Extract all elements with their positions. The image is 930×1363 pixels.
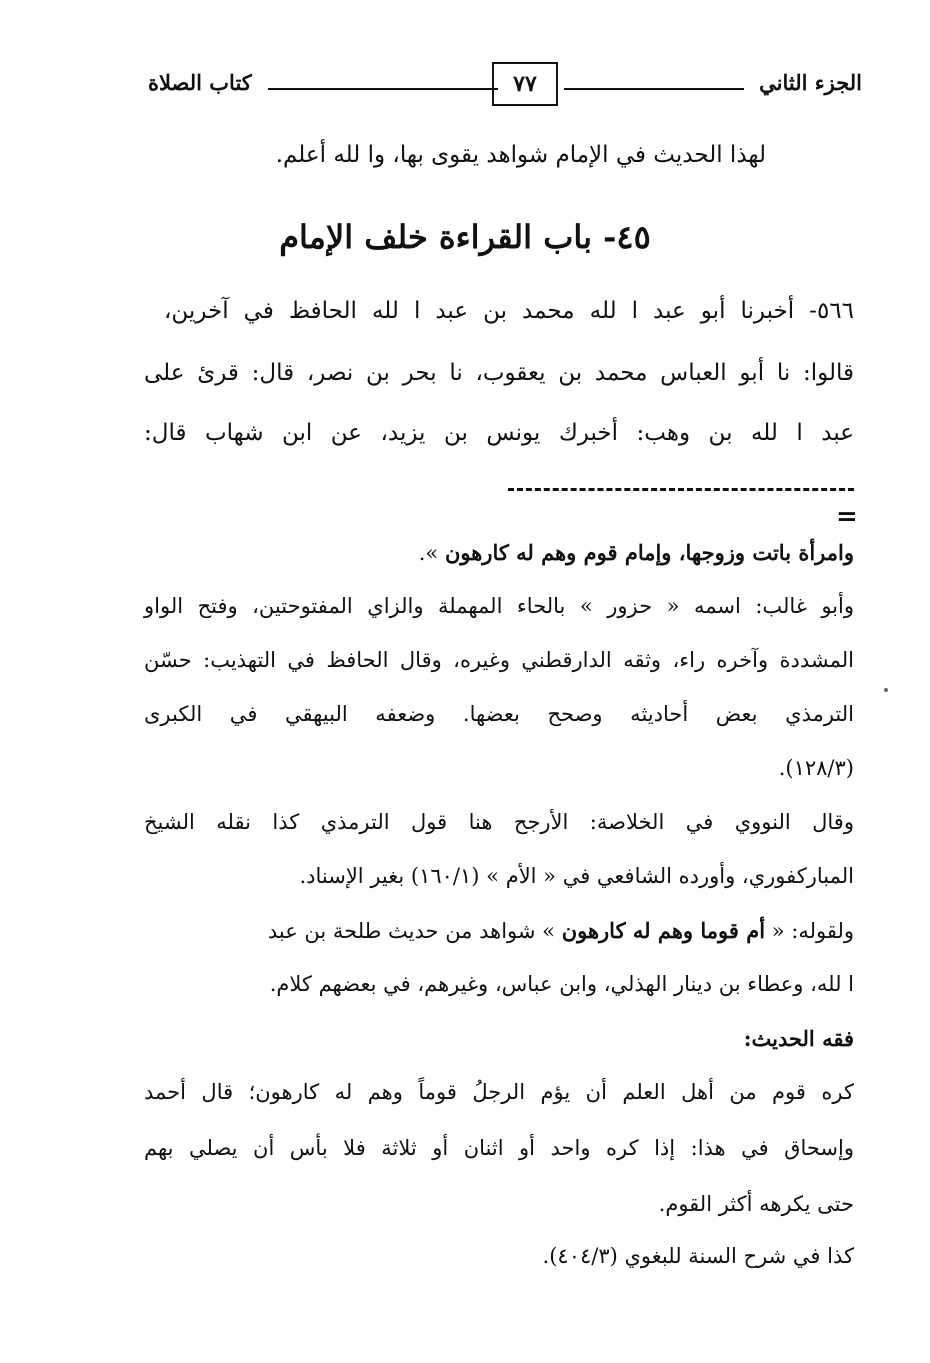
header-part-label: الجزء الثاني [759, 70, 862, 95]
section-title: ٤٥- باب القراءة خلف الإمام [279, 218, 651, 256]
qawlihi-line-1 [268, 918, 854, 943]
hadith-line-1: ٥٦٦- أخبرنا أبو عبد ا لله محمد بن عبد ا لله الحافظ في آخرين، [164, 298, 854, 324]
qawlihi-rest: » شواهد من حديث طلحة بن عبد [267, 919, 562, 943]
nawawi-line-2: المباركفوري، وأورده الشافعي في « الأم » (١٦٠/١) بغير الإسناد. [299, 864, 854, 888]
qawlihi-bold: أم قوما وهم له كارهون [561, 918, 766, 943]
header-rule-right [564, 88, 744, 90]
quote-bold-text: وامرأة باتت وزوجها، وإمام قوم وهم له كارهون [444, 540, 854, 565]
qawlihi-prefix: ولقوله: « [765, 919, 854, 943]
abu-ghalib-line-3: الترمذي بعض أحاديثه وصحح بعضها. وضعفه البيهقي في الكبرى [144, 702, 854, 726]
source-line: كذا في شرح السنة للبغوي (٤٠٤/٣). [542, 1244, 854, 1268]
nawawi-line-1: وقال النووي في الخلاصة: الأرجح هنا قول الترمذي كذا نقله الشيخ [144, 810, 854, 834]
hadith-line-2: قالوا: نا أبو العباس محمد بن يعقوب، نا بحر بن نصر، قال: قرئ على [144, 360, 854, 386]
page-number: ٧٧ [513, 71, 537, 97]
quote-close: ». [418, 541, 445, 565]
running-header [140, 62, 862, 112]
header-rule-left [268, 88, 498, 90]
qawlihi-line-2: ا لله، وعطاء بن دينار الهذلي، وابن عباس، وغيرهم، في بعضهم كلام. [269, 972, 854, 996]
abu-ghalib-line-4: (١٢٨/٣). [778, 756, 854, 780]
abu-ghalib-line-2: المشددة وآخره راء، وثقه الدارقطني وغيره، وقال الحافظ في التهذيب: حسّن [144, 648, 854, 672]
page-number-box [492, 62, 558, 106]
note-quote-line [419, 540, 854, 565]
fiqh-line-2: وإسحاق في هذا: إذا كره واحد أو اثنان أو ثلاثة فلا بأس أن يصلي بهم [144, 1136, 854, 1160]
fiqh-line-1: كره قوم من أهل العلم أن يؤم الرجلُ قوماً وهم له كارهون؛ قال أحمد [144, 1080, 854, 1104]
intro-line: لهذا الحديث في الإمام شواهد يقوى بها، وا لله أعلم. [275, 142, 766, 168]
fiqh-heading: فقه الحديث: [743, 1026, 854, 1051]
abu-ghalib-line-1: وأبو غالب: اسمه « حزور » بالحاء المهملة والزاي المفتوحتين، وفتح الواو [144, 594, 854, 618]
header-book-label: كتاب الصلاة [148, 70, 252, 95]
margin-mark [884, 688, 888, 692]
fiqh-line-3: حتى يكرهه أكثر القوم. [658, 1192, 854, 1216]
footnote-separator [508, 488, 854, 491]
continuation-marker: = [836, 502, 858, 532]
hadith-line-3: عبد ا لله بن وهب: أخبرك يونس بن يزيد، عن ابن شهاب قال: [144, 420, 854, 446]
